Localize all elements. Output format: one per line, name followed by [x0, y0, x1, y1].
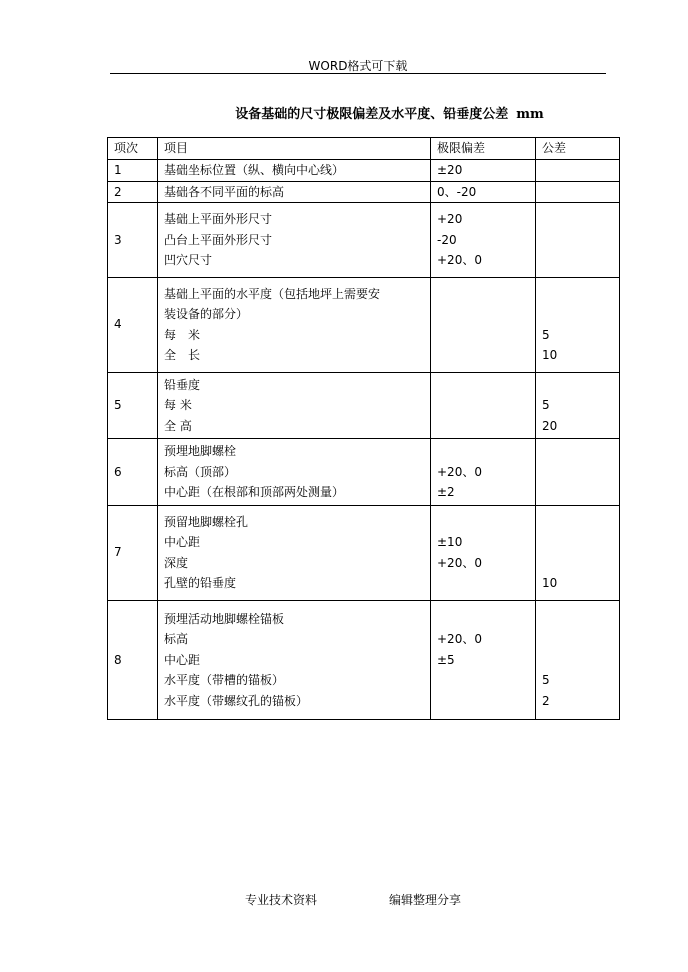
- footer-right: 编辑整理分享: [389, 893, 462, 907]
- row-number: 4: [108, 277, 158, 372]
- tolerance-line: [542, 650, 613, 671]
- table-row: [108, 505, 620, 600]
- title-unit: mm: [516, 107, 544, 122]
- row-number: 6: [108, 439, 158, 506]
- row-tolerance: [536, 181, 620, 203]
- tolerance-line: 2: [542, 693, 550, 708]
- tolerance-line: [542, 230, 613, 251]
- deviation-line: [437, 284, 529, 305]
- row-tolerance: [536, 372, 620, 439]
- row-items: [158, 372, 431, 439]
- row-tolerance: [536, 277, 620, 372]
- deviation-line: ±2: [437, 485, 455, 499]
- items-line: 水平度（带槽的锚板）: [164, 673, 285, 687]
- table-header-row: [108, 138, 620, 160]
- items-line: 全 长: [164, 348, 201, 362]
- tolerance-line: [542, 304, 613, 325]
- tolerance-table: [107, 137, 620, 720]
- items-line: 预留地脚螺栓孔: [164, 514, 249, 529]
- items-line: 标高: [164, 632, 189, 646]
- deviation-line: [437, 609, 529, 630]
- deviation-line: 0、-20: [437, 184, 477, 199]
- items-line: 凹穴尺寸: [164, 253, 213, 267]
- deviation-line: [437, 304, 529, 325]
- items-line: 标高（顶部）: [164, 464, 237, 479]
- tolerance-line: 5: [542, 327, 550, 342]
- items-line: 装设备的部分）: [164, 307, 249, 321]
- row-number: 3: [108, 203, 158, 278]
- tolerance-line: [542, 375, 613, 396]
- items-line: 中心距: [164, 652, 201, 667]
- row-items: [158, 439, 431, 506]
- items-line: 每 米: [164, 398, 192, 412]
- row-deviation: [431, 372, 536, 439]
- row-items: [158, 600, 431, 720]
- deviation-line: ±20: [437, 163, 463, 177]
- items-line: 凸台上平面外形尺寸: [164, 232, 273, 247]
- tolerance-line: [542, 209, 613, 230]
- title-text: 设备基础的尺寸极限偏差及水平度、铅垂度公差: [235, 107, 509, 122]
- items-line: 水平度（带螺纹孔的锚板）: [164, 693, 309, 708]
- items-line: 全 高: [164, 418, 192, 433]
- table-row: [108, 372, 620, 439]
- items-line: 深度: [164, 555, 189, 570]
- items-line: 基础上平面外形尺寸: [164, 212, 273, 226]
- items-line: 基础上平面的水平度（包括地坪上需要安: [164, 286, 381, 301]
- row-items: [158, 203, 431, 278]
- deviation-line: [437, 375, 529, 396]
- deviation-line: +20: [437, 212, 463, 226]
- tolerance-line: 5: [542, 673, 550, 687]
- row-deviation: [431, 439, 536, 506]
- row-tolerance: [536, 505, 620, 600]
- table-row: [108, 277, 620, 372]
- table-row: [108, 203, 620, 278]
- tolerance-line: [542, 609, 613, 630]
- row-deviation: [431, 181, 536, 203]
- deviation-line: [437, 325, 529, 346]
- tolerance-line: [542, 553, 613, 574]
- deviation-line: [437, 395, 529, 416]
- tolerance-line: [542, 441, 613, 462]
- row-tolerance: [536, 160, 620, 182]
- deviation-line: +20、0: [437, 253, 482, 267]
- tolerance-line: [542, 462, 613, 483]
- tolerance-line: [542, 532, 613, 553]
- row-number: 7: [108, 505, 158, 600]
- items-line: 中心距（在根部和顶部两处测量）: [164, 485, 345, 499]
- tolerance-line: 5: [542, 398, 550, 412]
- row-deviation: [431, 600, 536, 720]
- deviation-line: ±10: [437, 535, 463, 549]
- header-divider: [110, 73, 606, 74]
- items-line: 基础各不同平面的标高: [164, 184, 285, 199]
- row-number: 2: [108, 181, 158, 203]
- row-tolerance: [536, 600, 620, 720]
- deviation-line: [437, 512, 529, 533]
- items-line: 中心距: [164, 535, 201, 549]
- tolerance-line: 20: [542, 418, 558, 433]
- tolerance-line: [542, 250, 613, 271]
- items-line: 基础坐标位置（纵、横向中心线）: [164, 163, 345, 177]
- column-header-no: 项次: [108, 138, 158, 160]
- tolerance-line: [542, 182, 613, 203]
- row-items: [158, 181, 431, 203]
- row-deviation: [431, 505, 536, 600]
- row-items: [158, 277, 431, 372]
- items-line: 铅垂度: [164, 377, 201, 392]
- row-items: [158, 505, 431, 600]
- tolerance-line: [542, 512, 613, 533]
- deviation-line: +20、0: [437, 555, 482, 570]
- deviation-line: [437, 416, 529, 437]
- deviation-line: [437, 670, 529, 691]
- items-line: 预埋活动地脚螺栓锚板: [164, 611, 285, 626]
- items-line: 预埋地脚螺栓: [164, 444, 237, 458]
- deviation-line: ±5: [437, 652, 455, 667]
- deviation-line: -20: [437, 232, 457, 247]
- table-row: [108, 160, 620, 182]
- row-deviation: [431, 203, 536, 278]
- items-line: 孔壁的铅垂度: [164, 576, 237, 590]
- tolerance-line: [542, 629, 613, 650]
- row-number: 8: [108, 600, 158, 720]
- row-tolerance: [536, 203, 620, 278]
- row-items: [158, 160, 431, 182]
- document-title: [110, 103, 669, 122]
- deviation-line: [437, 573, 529, 594]
- row-deviation: [431, 160, 536, 182]
- column-header-deviation: 极限偏差: [431, 138, 536, 160]
- tolerance-line: 10: [542, 576, 558, 590]
- row-deviation: [431, 277, 536, 372]
- column-header-tolerance: 公差: [536, 138, 620, 160]
- deviation-line: +20、0: [437, 632, 482, 646]
- tolerance-line: 10: [542, 348, 558, 362]
- column-header-item: 项目: [158, 138, 431, 160]
- deviation-line: [437, 691, 529, 712]
- page-header: WORD格式可下载: [308, 59, 408, 73]
- row-number: 1: [108, 160, 158, 182]
- row-tolerance: [536, 439, 620, 506]
- footer-left: 专业技术资料: [245, 893, 318, 907]
- table-row: [108, 181, 620, 203]
- row-number: 5: [108, 372, 158, 439]
- table-row: [108, 600, 620, 720]
- tolerance-line: [542, 160, 613, 181]
- deviation-line: [437, 441, 529, 462]
- items-line: 每 米: [164, 327, 201, 342]
- deviation-line: +20、0: [437, 464, 482, 479]
- table-body: [108, 160, 620, 720]
- deviation-line: [437, 345, 529, 366]
- tolerance-line: [542, 284, 613, 305]
- tolerance-line: [542, 482, 613, 503]
- table-row: [108, 439, 620, 506]
